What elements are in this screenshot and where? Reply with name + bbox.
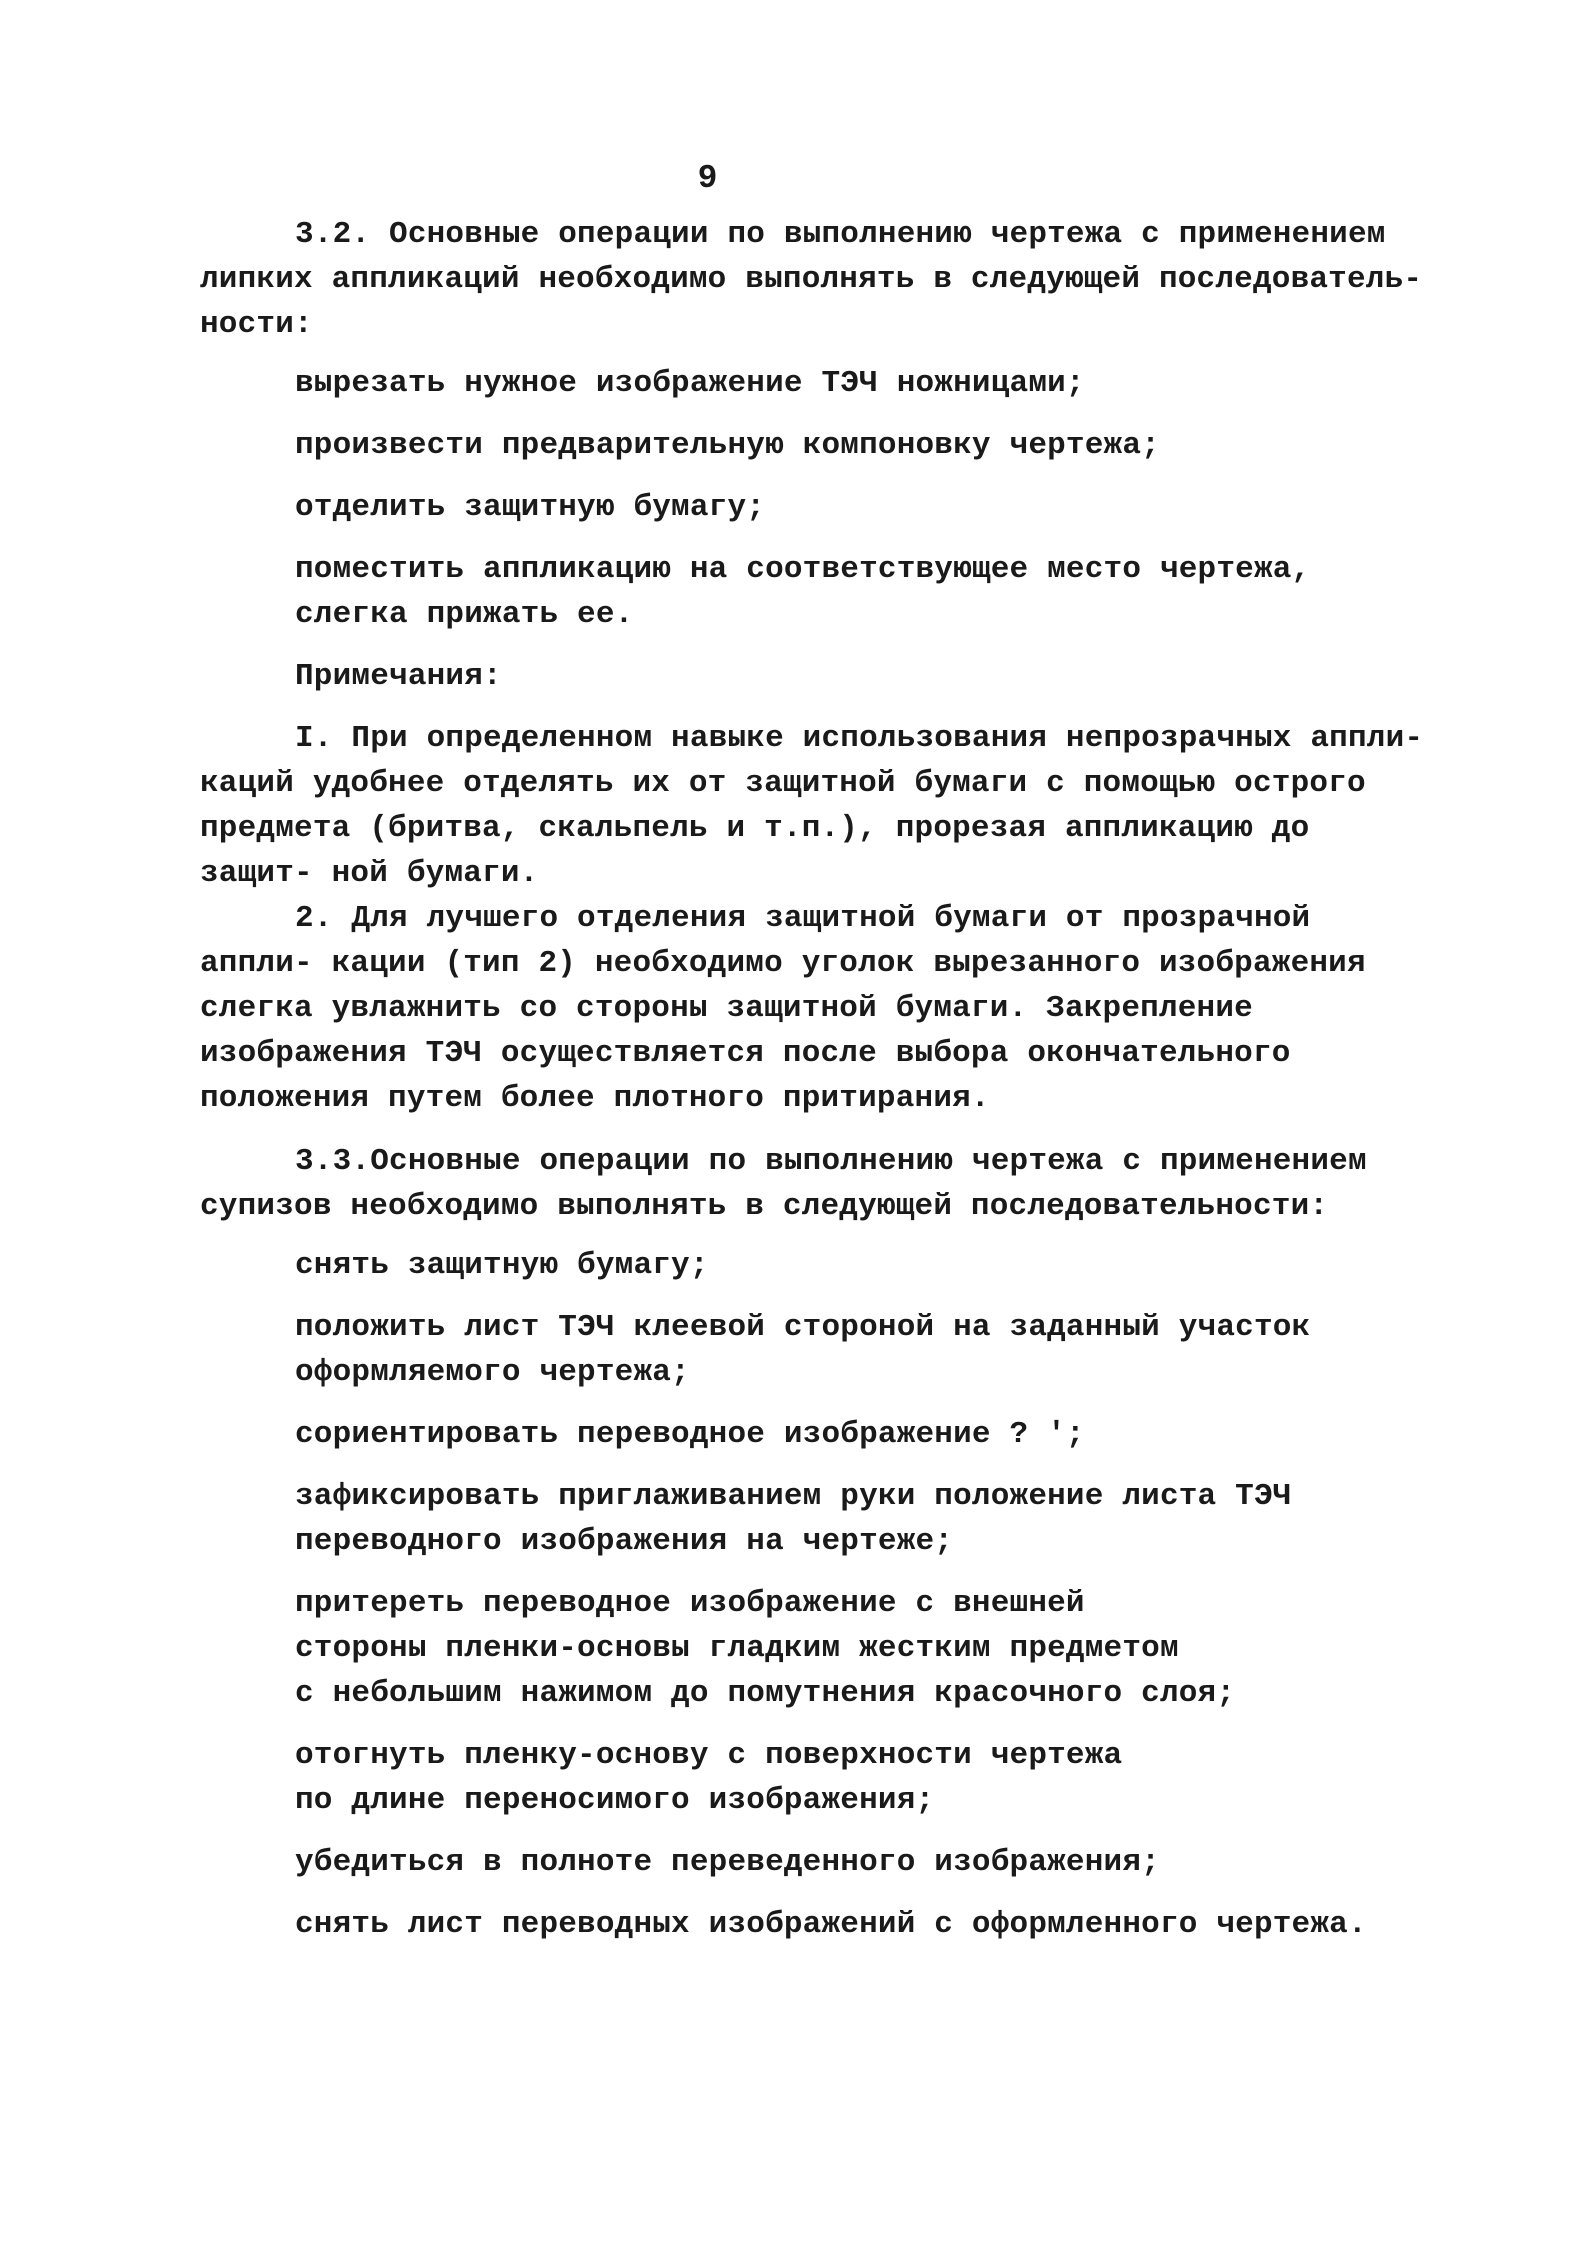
- section-3-2-step: поместить аппликацию на соответствующее место чертежа, слегка прижать ее.: [295, 552, 1311, 632]
- step-line: стороны пленки-основы гладким жестким предметом: [295, 1631, 1179, 1666]
- section-3-3-intro: 3.3.Основные операции по выполнению чертежа с применением супизов необходимо выполнять в следующей последовательности:: [200, 1144, 1367, 1224]
- section-3-2-step: вырезать нужное изображение ТЭЧ ножницами;: [295, 366, 1085, 401]
- section-3-2-step: отделить защитную бумагу;: [295, 490, 766, 525]
- step-line: отогнуть пленку-основу с поверхности чертежа: [295, 1738, 1123, 1773]
- section-3-3-step: убедиться в полноте переведенного изображения;: [295, 1845, 1160, 1880]
- note-1: I. При определенном навыке использования непрозрачных аппли- каций удобнее отделять их от защитной бумаги с помощью острого предмета (бритва, скальпель и т.п.), прорезая аппликацию до защит- ной бумаги.: [200, 721, 1424, 891]
- step-line: притереть переводное изображение с внешней: [295, 1586, 1085, 1621]
- section-3-2-intro: 3.2. Основные операции по выполнению чертежа с применением липких аппликаций необходимо выполнять в следующей последователь- ности:: [200, 217, 1423, 342]
- section-3-3-step: [295, 1474, 1405, 1564]
- section-3-3-step: снять защитную бумагу;: [295, 1248, 709, 1283]
- section-3-3-step: [295, 1581, 1405, 1716]
- note-2: 2. Для лучшего отделения защитной бумаги от прозрачной аппли- кации (тип 2) необходимо уголок вырезанного изображения слегка увлажнить со стороны защитной бумаги. Закрепление изображения ТЭЧ осуществляется после выбора окончательного положения путем более плотного притирания.: [200, 901, 1366, 1116]
- step-line: положить лист ТЭЧ клеевой стороной на заданный участок: [295, 1310, 1311, 1345]
- document-body: [200, 212, 1430, 1947]
- step-line: переводного изображения на чертеже;: [295, 1524, 954, 1559]
- section-3-3-step: снять лист переводных изображений с оформленного чертежа.: [295, 1907, 1367, 1942]
- section-3-3-step: [295, 1305, 1405, 1395]
- notes-heading: Примечания:: [295, 659, 502, 694]
- page-number: 9: [697, 160, 718, 197]
- section-3-3-step: сориентировать переводное изображение ? ';: [295, 1417, 1085, 1452]
- step-line: оформляемого чертежа;: [295, 1355, 690, 1390]
- section-3-3-step: [295, 1733, 1405, 1823]
- step-line: с небольшим нажимом до помутнения красочного слоя;: [295, 1676, 1236, 1711]
- step-line: зафиксировать приглаживанием руки положение листа ТЭЧ: [295, 1479, 1292, 1514]
- section-3-2-step: произвести предварительную компоновку чертежа;: [295, 428, 1160, 463]
- step-line: по длине переносимого изображения;: [295, 1783, 935, 1818]
